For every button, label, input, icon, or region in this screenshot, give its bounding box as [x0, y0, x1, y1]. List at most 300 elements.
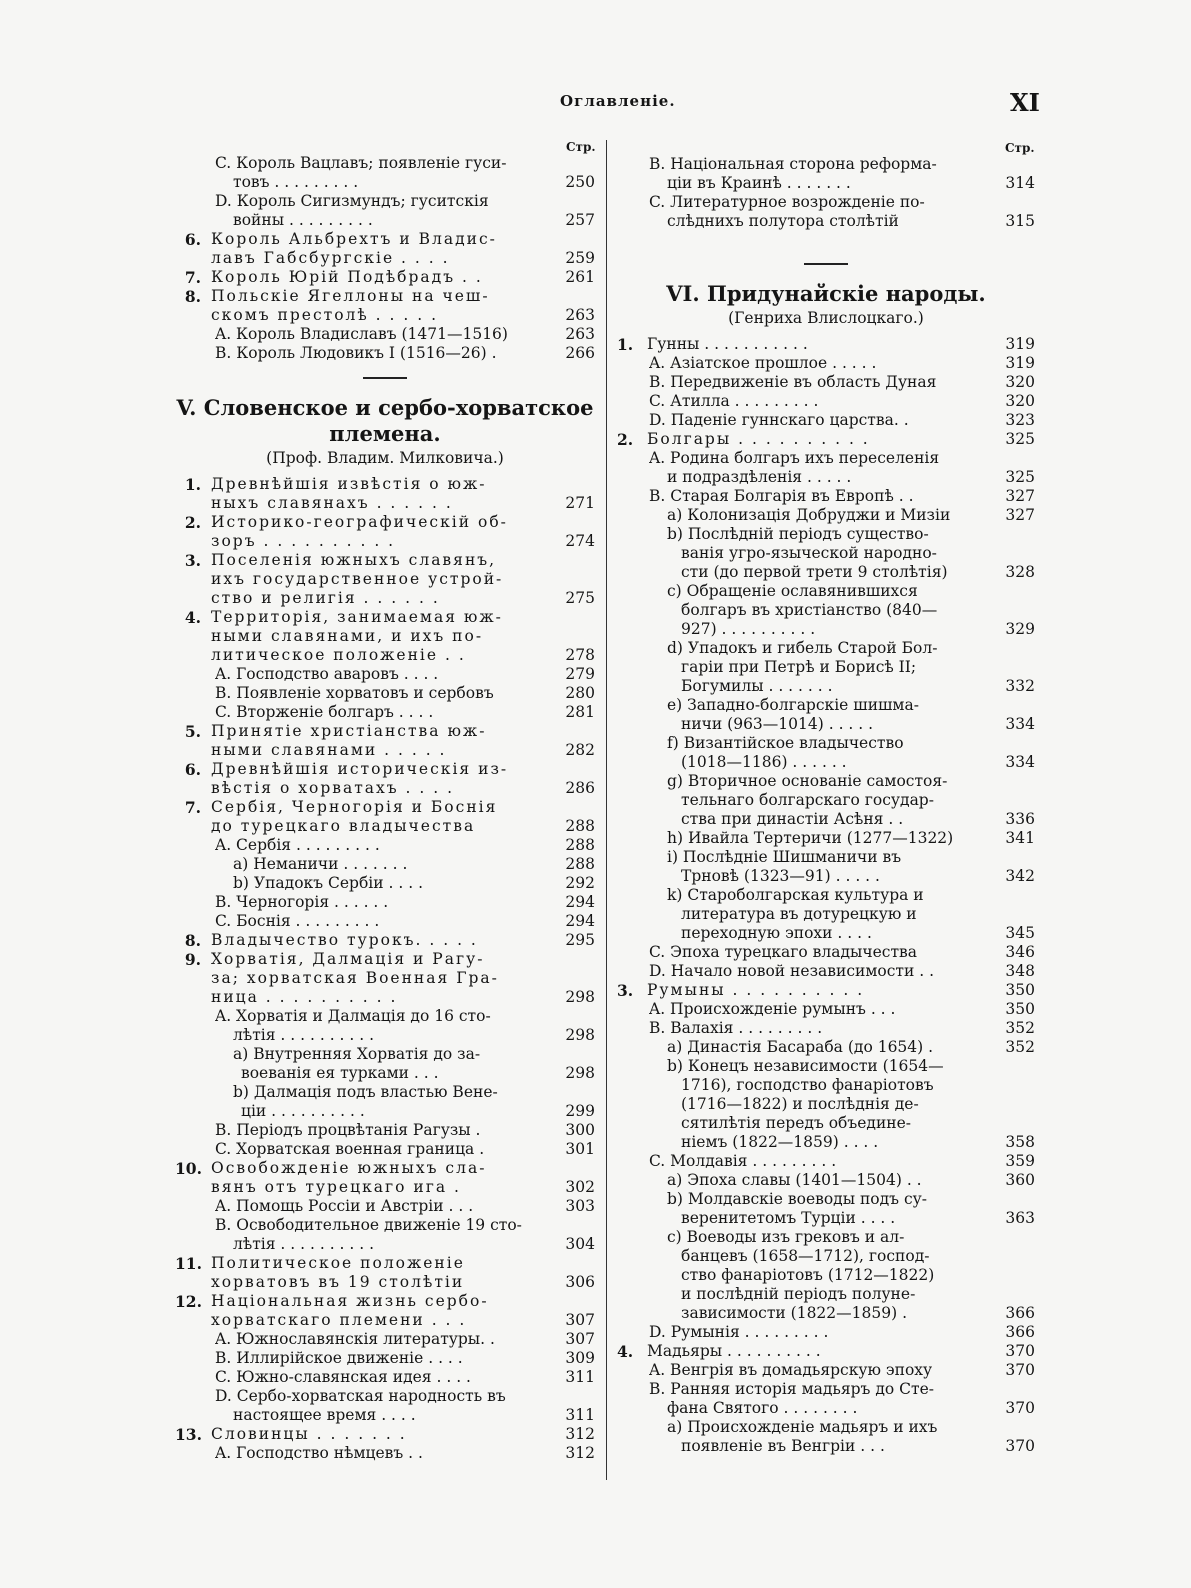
entry-page: 352 — [1005, 1019, 1035, 1037]
entry-title: лѣтія . . . . . . . . . . — [233, 1026, 375, 1044]
entry-page: 266 — [565, 344, 595, 362]
entry-title: f) Византійское владычество — [667, 734, 904, 752]
toc-entry — [617, 1133, 1035, 1152]
toc-entry — [175, 570, 595, 589]
entry-page: 327 — [1005, 487, 1035, 505]
entry-title: B. Періодъ процвѣтанія Рагузы . — [215, 1121, 481, 1139]
entry-page: 257 — [565, 211, 595, 229]
entry-title: ство фанаріотовъ (1712—1822) — [681, 1266, 935, 1284]
toc-entry — [175, 551, 595, 570]
entry-page: 341 — [1005, 829, 1035, 847]
entry-title: Освобожденіе южныхъ сла- — [211, 1159, 487, 1177]
entry-page: 279 — [565, 665, 595, 683]
toc-entry — [617, 392, 1035, 411]
toc-entry — [175, 874, 595, 893]
entry-title: Болгары . . . . . . . . . . — [647, 430, 870, 448]
section-divider — [175, 363, 595, 395]
section-heading: V. Словенское и сербо-хорватское — [176, 395, 594, 420]
toc-entry — [617, 468, 1035, 487]
entry-title: (1018—1186) . . . . . . — [681, 753, 847, 771]
toc-entry — [617, 772, 1035, 791]
entry-title: тельнаго болгарскаго государ- — [681, 791, 934, 809]
entry-page: 288 — [565, 817, 595, 835]
toc-entry — [175, 344, 595, 363]
toc-column-left — [175, 154, 595, 1463]
toc-entry — [617, 212, 1035, 231]
entry-page: 298 — [565, 988, 595, 1006]
toc-entry — [175, 249, 595, 268]
toc-entry — [617, 544, 1035, 563]
toc-entry — [617, 1076, 1035, 1095]
toc-entry — [175, 1311, 595, 1330]
toc-entry — [175, 855, 595, 874]
toc-entry — [175, 532, 595, 551]
entry-title: a) Колонизація Добруджи и Мизіи — [667, 506, 951, 524]
toc-entry — [175, 665, 595, 684]
entry-page: 309 — [565, 1349, 595, 1367]
entry-title: D. Румынія . . . . . . . . . — [649, 1323, 829, 1341]
entry-page: 350 — [1005, 981, 1035, 999]
entry-title: ными славянами, и ихъ по- — [211, 627, 484, 645]
toc-entry — [175, 627, 595, 646]
entry-page: 301 — [565, 1140, 595, 1158]
entry-title: C. Эпоха турецкаго владычества — [649, 943, 917, 961]
toc-entry — [175, 1026, 595, 1045]
entry-title: B. Появленіе хорватовъ и сербовъ — [215, 684, 494, 702]
entry-title: B. Передвиженіе въ область Дуная — [649, 373, 937, 391]
entry-title: Словинцы . . . . . . . — [211, 1425, 407, 1443]
toc-entry — [175, 1159, 595, 1178]
toc-entry — [175, 1292, 595, 1311]
toc-entry — [175, 1045, 595, 1064]
entry-title: B. Ранняя исторія мадьяръ до Сте- — [649, 1380, 934, 1398]
entry-title: A. Король Владиславъ (1471—1516) — [215, 325, 508, 343]
entry-title: D. Начало новой независимости . . — [649, 962, 935, 980]
entry-title: 1716), господство фанаріотовъ — [681, 1076, 934, 1094]
toc-entry — [175, 589, 595, 608]
entry-number: 7. — [184, 798, 201, 817]
entry-page: 342 — [1005, 867, 1035, 885]
section-author: (Генриха Влислоцкаго.) — [728, 309, 924, 327]
toc-entry — [617, 1019, 1035, 1038]
toc-entry — [175, 931, 595, 950]
entry-title: D. Сербо-хорватская народность въ — [215, 1387, 506, 1405]
entry-page: 281 — [565, 703, 595, 721]
entry-page: 345 — [1005, 924, 1035, 942]
toc-entry — [617, 1228, 1035, 1247]
entry-title: h) Ивайла Тертеричи (1277—1322) — [667, 829, 954, 847]
toc-entry — [617, 1304, 1035, 1323]
toc-entry — [617, 1361, 1035, 1380]
entry-title: D. Паденіе гуннскаго царства. . — [649, 411, 909, 429]
entry-title: лѣтія . . . . . . . . . . — [233, 1235, 375, 1253]
entry-title: литическое положеніе . . — [211, 646, 466, 664]
toc-entry — [175, 969, 595, 988]
entry-title: сти (до первой трети 9 столѣтія) — [681, 563, 948, 581]
entry-number: 1. — [184, 475, 201, 494]
entry-title: (1716—1822) и послѣднія де- — [681, 1095, 919, 1113]
entry-title: B. Король Людовикъ I (1516—26) . — [215, 344, 497, 362]
entry-number: 2. — [617, 430, 634, 449]
entry-page: 307 — [565, 1311, 595, 1329]
toc-entry — [617, 411, 1035, 430]
entry-title: C. Молдавія . . . . . . . . . — [649, 1152, 837, 1170]
toc-entry — [617, 924, 1035, 943]
entry-title: ства при династіи Асѣня . . — [681, 810, 904, 828]
entry-title: настоящее время . . . . — [233, 1406, 416, 1424]
entry-page: 352 — [1005, 1038, 1035, 1056]
toc-entry — [617, 1190, 1035, 1209]
toc-entry — [617, 715, 1035, 734]
entry-title: c) Воеводы изъ грековъ и ал- — [667, 1228, 905, 1246]
entry-page: 282 — [565, 741, 595, 759]
entry-page: 334 — [1005, 753, 1035, 771]
entry-title: A. Венгрія въ домадьярскую эпоху — [649, 1361, 933, 1379]
entry-page: 288 — [565, 855, 595, 873]
entry-title: C. Вторженіе болгаръ . . . . — [215, 703, 434, 721]
toc-entry — [175, 192, 595, 211]
entry-title: войны . . . . . . . . . — [233, 211, 373, 229]
toc-entry — [617, 335, 1035, 354]
entry-title: Богумилы . . . . . . . — [681, 677, 833, 695]
entry-title: ихъ государственное устрой- — [211, 570, 504, 588]
entry-title: вянъ отъ турецкаго ига . — [211, 1178, 461, 1196]
entry-number: 11. — [175, 1254, 202, 1273]
entry-title: a) Неманичи . . . . . . . — [233, 855, 408, 873]
toc-entry — [175, 760, 595, 779]
entry-page: 363 — [1005, 1209, 1035, 1227]
entry-title: g) Вторичное основаніе самостоя- — [667, 772, 948, 790]
toc-entry — [175, 1273, 595, 1292]
entry-title: a) Династія Басараба (до 1654) . — [667, 1038, 934, 1056]
entry-page: 263 — [565, 306, 595, 324]
entry-title: A. Сербія . . . . . . . . . — [215, 836, 380, 854]
toc-entry — [175, 988, 595, 1007]
entry-title: Румыны . . . . . . . . . . — [647, 981, 865, 999]
entry-number: 7. — [184, 268, 201, 287]
entry-title: b) Конецъ независимости (1654— — [667, 1057, 944, 1075]
toc-entry — [175, 1083, 595, 1102]
entry-page: 325 — [1005, 468, 1035, 486]
entry-title: A. Господство аваровъ . . . . — [215, 665, 439, 683]
entry-title: C. Атилла . . . . . . . . . — [649, 392, 819, 410]
entry-page: 370 — [1005, 1437, 1035, 1455]
entry-title: товъ . . . . . . . . . — [233, 173, 359, 191]
toc-entry — [175, 950, 595, 969]
toc-entry — [175, 836, 595, 855]
toc-entry — [175, 173, 595, 192]
entry-title: C. Литературное возрожденіе по- — [649, 193, 925, 211]
entry-title: ство и религія . . . . . . — [211, 589, 440, 607]
entry-title: слѣднихъ полутора столѣтій — [667, 212, 899, 230]
entry-title: 927) . . . . . . . . . . — [681, 620, 816, 638]
entry-title: и подраздѣленія . . . . . — [667, 468, 852, 486]
section-heading: VI. Придунайскіе народы. — [666, 281, 986, 306]
entry-title: зависимости (1822—1859) . — [681, 1304, 908, 1322]
entry-title: A. Помощь Россіи и Австріи . . . — [215, 1197, 474, 1215]
entry-title: d) Упадокъ и гибель Старой Бол- — [667, 639, 938, 657]
entry-title: появленіе въ Венгріи . . . — [681, 1437, 885, 1455]
entry-number: 4. — [184, 608, 201, 627]
entry-title: сятилѣтія передъ объедине- — [681, 1114, 912, 1132]
entry-title: ными славянами . . . . . — [211, 741, 447, 759]
entry-title: Владычество турокъ. . . . . — [211, 931, 478, 949]
toc-entry — [617, 449, 1035, 468]
entry-title: B. Національная сторона реформа- — [649, 155, 937, 173]
entry-title: за; хорватская Военная Гра- — [211, 969, 499, 987]
entry-title: B. Старая Болгарія въ Европѣ . . — [649, 487, 914, 505]
toc-entry — [175, 1178, 595, 1197]
toc-entry — [617, 962, 1035, 981]
toc-entry — [617, 734, 1035, 753]
entry-page: 360 — [1005, 1171, 1035, 1189]
entry-number: 2. — [184, 513, 201, 532]
entry-title: воеванія ея турками . . . — [241, 1064, 439, 1082]
toc-entry — [617, 155, 1035, 174]
entry-page: 334 — [1005, 715, 1035, 733]
entry-title: ничи (963—1014) . . . . . — [681, 715, 874, 733]
toc-entry — [617, 639, 1035, 658]
entry-page: 359 — [1005, 1152, 1035, 1170]
toc-entry — [617, 1209, 1035, 1228]
entry-title: Политическое положеніе — [211, 1254, 465, 1272]
page-number: XI — [1010, 88, 1040, 117]
entry-title: A. Родина болгаръ ихъ переселенія — [649, 449, 940, 467]
entry-title: b) Упадокъ Сербіи . . . . — [233, 874, 424, 892]
entry-page: 319 — [1005, 354, 1035, 372]
toc-entry — [617, 791, 1035, 810]
entry-page: 250 — [565, 173, 595, 191]
toc-column-right — [617, 155, 1035, 1456]
entry-page: 294 — [565, 912, 595, 930]
entry-page: 307 — [565, 1330, 595, 1348]
entry-page: 370 — [1005, 1361, 1035, 1379]
entry-page: 292 — [565, 874, 595, 892]
entry-page: 278 — [565, 646, 595, 664]
entry-page: 302 — [565, 1178, 595, 1196]
column-divider — [606, 140, 607, 1480]
entry-title: k) Староболгарская культура и — [667, 886, 924, 904]
entry-title: Король Юрій Подѣбрадъ . . — [211, 268, 483, 286]
toc-entry — [617, 1342, 1035, 1361]
entry-number: 8. — [184, 931, 201, 950]
toc-entry — [175, 211, 595, 230]
toc-entry — [617, 1171, 1035, 1190]
toc-entry — [175, 703, 595, 722]
entry-title: A. Азіатское прошлое . . . . . — [649, 354, 877, 372]
toc-entry — [175, 1349, 595, 1368]
toc-entry — [617, 1114, 1035, 1133]
entry-page: 358 — [1005, 1133, 1035, 1151]
entry-number: 3. — [617, 981, 634, 1000]
entry-title: b) Далмація подъ властью Вене- — [233, 1083, 498, 1101]
toc-entry — [175, 912, 595, 931]
section-heading: племена. — [329, 421, 441, 446]
entry-title: B. Валахія . . . . . . . . . — [649, 1019, 823, 1037]
entry-title: Историко-географическій об- — [211, 513, 508, 531]
entry-title: D. Король Сигизмундъ; гуситскія — [215, 192, 489, 210]
entry-page: 348 — [1005, 962, 1035, 980]
entry-page: 320 — [1005, 373, 1035, 391]
entry-title: A. Происхожденіе румынъ . . . — [649, 1000, 896, 1018]
entry-page: 370 — [1005, 1342, 1035, 1360]
entry-page: 261 — [565, 268, 595, 286]
entry-page: 306 — [565, 1273, 595, 1291]
entry-title: a) Эпоха славы (1401—1504) . . — [667, 1171, 922, 1189]
entry-page: 295 — [565, 931, 595, 949]
entry-title: вѣстія о хорватахъ . . . . — [211, 779, 455, 797]
toc-entry — [617, 1399, 1035, 1418]
toc-entry — [617, 1437, 1035, 1456]
toc-entry — [617, 430, 1035, 449]
entry-number: 1. — [617, 335, 634, 354]
entry-page: 298 — [565, 1064, 595, 1082]
entry-title: B. Черногорія . . . . . . — [215, 893, 389, 911]
toc-entry — [617, 373, 1035, 392]
entry-page: 294 — [565, 893, 595, 911]
entry-page: 325 — [1005, 430, 1035, 448]
toc-entry — [617, 582, 1035, 601]
entry-title: ніемъ (1822—1859) . . . . — [681, 1133, 879, 1151]
entry-page: 329 — [1005, 620, 1035, 638]
toc-entry — [175, 893, 595, 912]
entry-title: Король Альбрехтъ и Владис- — [211, 230, 497, 248]
toc-entry — [175, 1368, 595, 1387]
entry-page: 320 — [1005, 392, 1035, 410]
entry-title: b) Молдавскіе воеводы подъ су- — [667, 1190, 928, 1208]
entry-page: 350 — [1005, 1000, 1035, 1018]
entry-number: 8. — [184, 287, 201, 306]
toc-entry — [617, 1000, 1035, 1019]
entry-page: 275 — [565, 589, 595, 607]
entry-title: литература въ дотурецкую и — [681, 905, 917, 923]
entry-title: C. Король Вацлавъ; появленіе гуси- — [215, 154, 507, 172]
entry-title: Трновѣ (1323—91) . . . . . — [681, 867, 880, 885]
entry-title: a) Происхожденіе мадьяръ и ихъ — [667, 1418, 938, 1436]
divider-line — [804, 263, 848, 265]
toc-entry — [175, 779, 595, 798]
toc-entry — [175, 494, 595, 513]
entry-title: болгаръ въ христіанство (840— — [681, 601, 938, 619]
entry-number: 3. — [184, 551, 201, 570]
toc-entry — [175, 1140, 595, 1159]
section-divider — [617, 249, 1035, 281]
toc-entry — [617, 354, 1035, 373]
toc-entry — [175, 1216, 595, 1235]
toc-entry — [617, 810, 1035, 829]
toc-entry — [175, 608, 595, 627]
entry-number: 9. — [184, 950, 201, 969]
toc-entry — [175, 513, 595, 532]
toc-entry — [617, 620, 1035, 639]
toc-entry — [175, 1425, 595, 1444]
entry-title: зоръ . . . . . . . . . . — [211, 532, 396, 550]
toc-entry — [175, 741, 595, 760]
toc-entry — [617, 1038, 1035, 1057]
toc-entry — [175, 268, 595, 287]
entry-page: 303 — [565, 1197, 595, 1215]
entry-title: веренитетомъ Турціи . . . . — [681, 1209, 896, 1227]
divider-line — [363, 377, 407, 379]
toc-entry — [617, 905, 1035, 924]
toc-entry — [175, 1406, 595, 1425]
toc-entry — [175, 1444, 595, 1463]
toc-entry — [617, 886, 1035, 905]
toc-entry — [175, 798, 595, 817]
toc-entry — [175, 287, 595, 306]
entry-page: 271 — [565, 494, 595, 512]
page-column-label-right: Стр. — [1005, 141, 1035, 155]
entry-number: 10. — [175, 1159, 202, 1178]
toc-entry — [617, 174, 1035, 193]
section-author: (Проф. Владим. Милковича.) — [266, 449, 504, 467]
entry-number: 4. — [617, 1342, 634, 1361]
entry-title: C. Южно-славянская идея . . . . — [215, 1368, 471, 1386]
entry-title: переходную эпохи . . . . — [681, 924, 872, 942]
entry-title: C. Хорватская военная граница . — [215, 1140, 485, 1158]
toc-entry — [617, 1380, 1035, 1399]
entry-title: Гунны . . . . . . . . . . . — [647, 335, 808, 353]
entry-page: 280 — [565, 684, 595, 702]
entry-title: A. Южнославянскія литературы. . — [215, 1330, 495, 1348]
entry-page: 312 — [565, 1444, 595, 1462]
toc-entry — [175, 230, 595, 249]
toc-entry — [617, 981, 1035, 1000]
toc-entry — [175, 475, 595, 494]
toc-entry — [617, 867, 1035, 886]
entry-page: 299 — [565, 1102, 595, 1120]
toc-entry — [175, 1387, 595, 1406]
entry-title: хорватовъ въ 19 столѣтіи — [211, 1273, 465, 1291]
toc-entry — [175, 1064, 595, 1083]
page-column-label-left: Стр. — [566, 140, 596, 154]
toc-entry — [175, 154, 595, 173]
toc-entry — [617, 563, 1035, 582]
entry-number: 12. — [175, 1292, 202, 1311]
entry-page: 366 — [1005, 1323, 1035, 1341]
toc-entry — [175, 817, 595, 836]
entry-page: 370 — [1005, 1399, 1035, 1417]
entry-page: 298 — [565, 1026, 595, 1044]
entry-title: Древнѣйшія извѣстія о юж- — [211, 475, 487, 493]
entry-page: 327 — [1005, 506, 1035, 524]
toc-entry — [617, 753, 1035, 772]
entry-page: 311 — [565, 1406, 595, 1424]
entry-page: 314 — [1005, 174, 1035, 192]
entry-page: 300 — [565, 1121, 595, 1139]
page-header-title: Оглавленіе. — [560, 92, 676, 110]
toc-entry — [617, 487, 1035, 506]
entry-title: A. Господство нѣмцевъ . . — [215, 1444, 423, 1462]
entry-page: 311 — [565, 1368, 595, 1386]
entry-title: Территорія, занимаемая юж- — [211, 608, 503, 626]
entry-title: фана Святого . . . . . . . . — [667, 1399, 858, 1417]
entry-page: 288 — [565, 836, 595, 854]
entry-title: скомъ престолѣ . . . . . — [211, 306, 439, 324]
entry-title: C. Боснія . . . . . . . . . — [215, 912, 380, 930]
entry-title: A. Хорватія и Далмація до 16 сто- — [215, 1007, 491, 1025]
entry-title: B. Освободительное движеніе 19 сто- — [215, 1216, 522, 1234]
toc-entry — [175, 646, 595, 665]
entry-page: 336 — [1005, 810, 1035, 828]
entry-title: Хорватія, Далмація и Рагу- — [211, 950, 485, 968]
toc-entry — [175, 1330, 595, 1349]
entry-number: 6. — [184, 230, 201, 249]
toc-entry — [175, 306, 595, 325]
toc-entry — [617, 1057, 1035, 1076]
toc-entry — [617, 601, 1035, 620]
entry-title: i) Послѣдніе Шишманичи въ — [667, 848, 902, 866]
